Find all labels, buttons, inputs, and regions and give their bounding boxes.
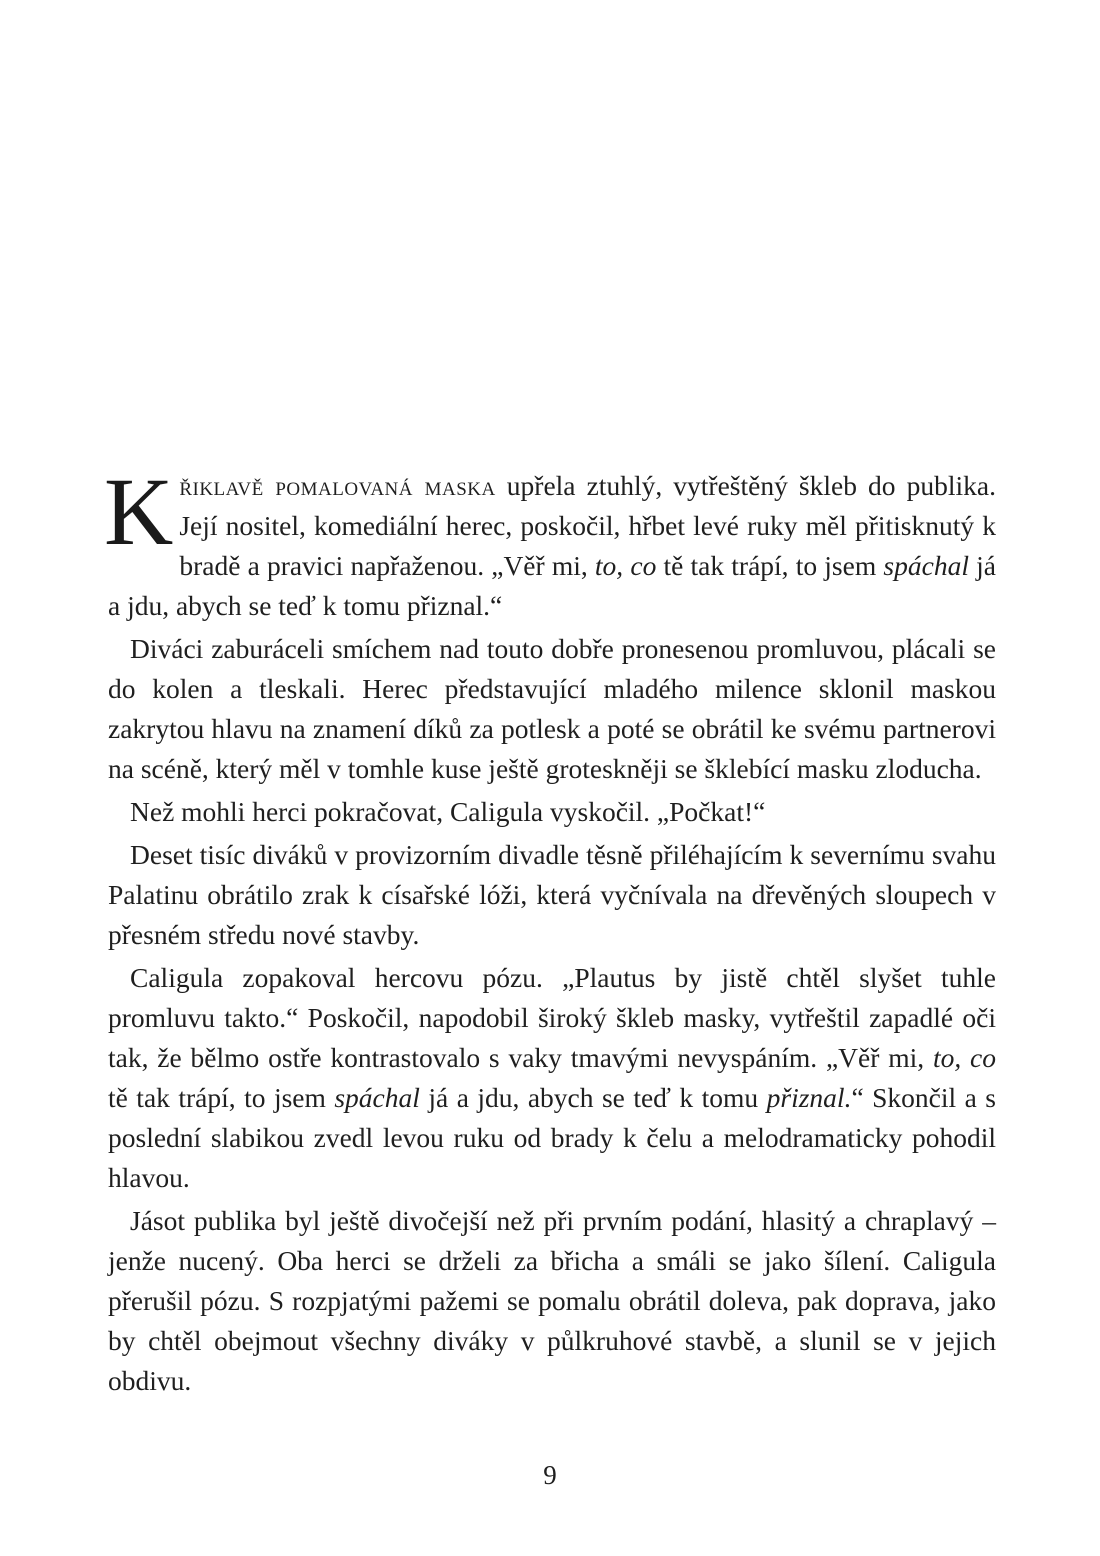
italic-text: spáchal [334,1082,420,1113]
italic-text: to, co [594,550,657,581]
text-run: Caligula zopakoval hercovu pózu. „Plautus by jistě chtěl slyšet tuhle promluvu takto.“ Poskočil, napodobil široký škleb masky, vytřeštil zapadlé oči tak, že bělmo ostře kontrastovalo s vaky tmavými nevyspáním. „Věř mi, [108,962,996,1073]
italic-text: to, co [932,1042,996,1073]
text-run: Jásot publika byl ještě divočejší než při prvním podání, hlasitý a chraplavý – jenže nucený. Oba herci se drželi za břicha a smáli se jako šílení. Caligula přerušil pózu. S rozpjatými pažemi se pomalu obrátil doleva, pak doprava, jako by chtěl obejmout všechny diváky v půlkruhové stavbě, a slunil se v jejich obdivu. [108,1205,996,1396]
italic-text: spáchal [883,550,969,581]
text-run: tě tak trápí, to jsem [656,550,884,581]
text-run: já a jdu, abych se teď k tomu [419,1082,767,1113]
drop-cap: K [104,458,174,565]
paragraph [108,792,996,832]
paragraph [108,835,996,955]
text-run: tě tak trápí, to jsem [108,1082,335,1113]
small-caps-lead: řiklavě pomalovaná maska [179,470,496,501]
paragraph [108,958,996,1198]
opening-paragraph [104,458,996,626]
body-text [104,458,996,1401]
page-number: 9 [543,1460,557,1490]
text-run: já a jdu, abych se teď k tomu přiznal.“ [108,550,996,621]
text-run: Než mohli herci pokračovat, Caligula vyskočil. „Počkat!“ [130,796,766,827]
paragraph [108,1201,996,1401]
text-run: Diváci zaburáceli smíchem nad touto dobře pronesenou promluvou, plácali se do kolen a tleskali. Herec představující mladého milence sklonil maskou zakrytou hlavu na znamení díků za potlesk a poté se obrátil ke svému partnerovi na scéně, který měl v tomhle kuse ještě groteskněji se šklebící masku zloducha. [108,633,996,784]
paragraph [108,629,996,789]
text-run: “ Skončil a s poslední slabikou zvedl levou ruku od brady k čelu a melodramaticky pohodil hlavou. [108,1082,996,1193]
italic-text: přiznal. [766,1082,852,1113]
text-run: upřela ztuhlý, vytřeštěný škleb do publika. Její nositel, komediální herec, poskočil, hřbet levé ruky měl přitisknutý k bradě a pravici napřaženou. „Věř mi, [179,470,996,581]
text-run: Deset tisíc diváků v provizorním divadle těsně přiléhajícím k severnímu svahu Palatinu obrátilo zrak k císařské lóži, která vyčnívala na dřevěných sloupech v přesném středu nové stavby. [108,839,996,950]
